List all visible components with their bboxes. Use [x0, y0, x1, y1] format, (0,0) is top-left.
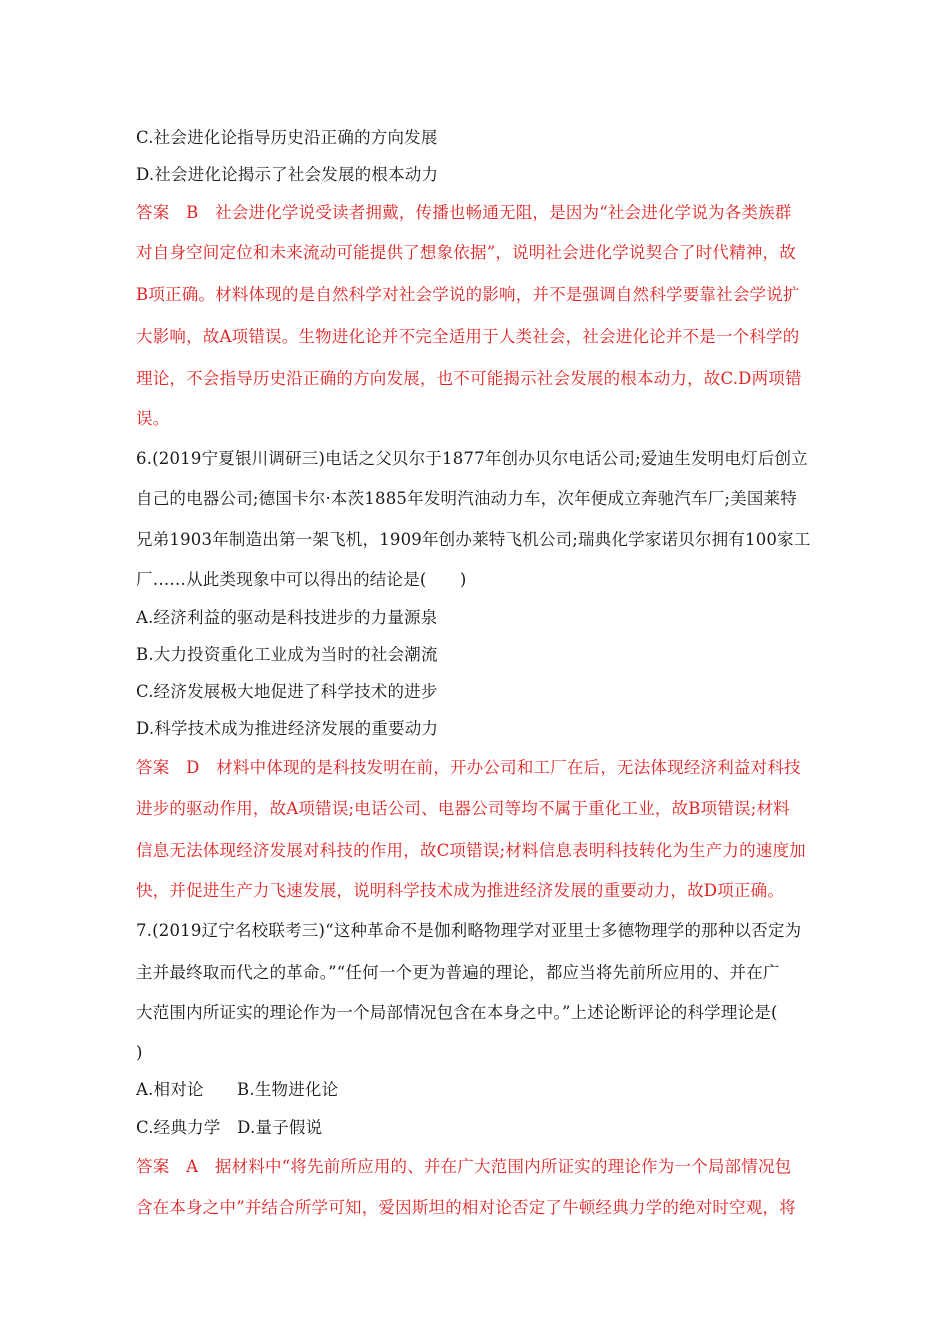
option-c: C.社会进化论指导历史沿正确的方向发展 [136, 128, 438, 147]
question-7-line: ) [136, 1043, 143, 1062]
option-a: A.经济利益的驱动是科技进步的力量源泉 [136, 608, 438, 627]
option-d: D.科学技术成为推进经济发展的重要动力 [136, 719, 439, 738]
answer-line: 理论，不会指导历史沿正确的方向发展，也不可能揭示社会发展的根本动力，故C.D两项错 [136, 369, 802, 388]
question-6-line: 兄弟1903年制造出第一架飞机，1909年创办莱特飞机公司;瑞典化学家诺贝尔拥有100家工 [136, 530, 811, 549]
answer-line: 信息无法体现经济发展对科技的作用，故C项错误;材料信息表明科技转化为生产力的速度加 [136, 841, 806, 860]
question-6-line: 自己的电器公司;德国卡尔·本茨1885年发明汽油动力车，次年便成立奔驰汽车厂;美国莱特 [136, 489, 797, 508]
option-b: B.大力投资重化工业成为当时的社会潮流 [136, 645, 438, 664]
answer-line: 误。 [136, 409, 170, 428]
option-d: D.社会进化论揭示了社会发展的根本动力 [136, 165, 439, 184]
answer-line: 大影响，故A项错误。生物进化论并不完全适用于人类社会，社会进化论并不是一个科学的 [136, 327, 800, 346]
answer-line: 答案 D 材料中体现的是科技发明在前，开办公司和工厂在后，无法体现经济利益对科技 [136, 758, 801, 777]
answer-line: B项正确。材料体现的是自然科学对社会学说的影响，并不是强调自然科学要靠社会学说扩 [136, 285, 800, 304]
answer-line: 答案 A 据材料中“将先前所应用的、并在广大范围内所证实的理论作为一个局部情况包 [136, 1157, 792, 1176]
question-7: 7.(2019辽宁名校联考三)“这种革命不是伽利略物理学对亚里士多德物理学的那种以否定为 [136, 921, 802, 940]
answer-line: 快，并促进生产力飞速发展，说明科学技术成为推进经济发展的重要动力，故D项正确。 [136, 881, 785, 900]
options-ab: A.相对论 B.生物进化论 [136, 1080, 339, 1099]
question-6: 6.(2019宁夏银川调研三)电话之父贝尔于1877年创办贝尔电话公司;爱迪生发明电灯后创立 [136, 449, 808, 468]
option-c: C.经济发展极大地促进了科学技术的进步 [136, 682, 438, 701]
answer-line: 进步的驱动作用，故A项错误;电话公司、电器公司等均不属于重化工业，故B项错误;材料 [136, 799, 790, 818]
question-7-line: 大范围内所证实的理论作为一个局部情况包含在本身之中。”上述论断评论的科学理论是( [136, 1003, 778, 1022]
question-6-line: 厂……从此类现象中可以得出的结论是( ) [136, 570, 467, 589]
answer-line: 答案 B 社会进化学说受读者拥戴，传播也畅通无阻，是因为“社会进化学说为各类族群 [136, 203, 792, 222]
answer-line: 对自身空间定位和未来流动可能提供了想象依据”，说明社会进化学说契合了时代精神，故 [136, 243, 796, 262]
answer-line: 含在本身之中”并结合所学可知，爱因斯坦的相对论否定了牛顿经典力学的绝对时空观，将 [136, 1198, 796, 1217]
question-7-line: 主并最终取而代之的革命。”“任何一个更为普遍的理论，都应当将先前所应用的、并在广 [136, 963, 780, 982]
options-cd: C.经典力学 D.量子假说 [136, 1118, 323, 1137]
